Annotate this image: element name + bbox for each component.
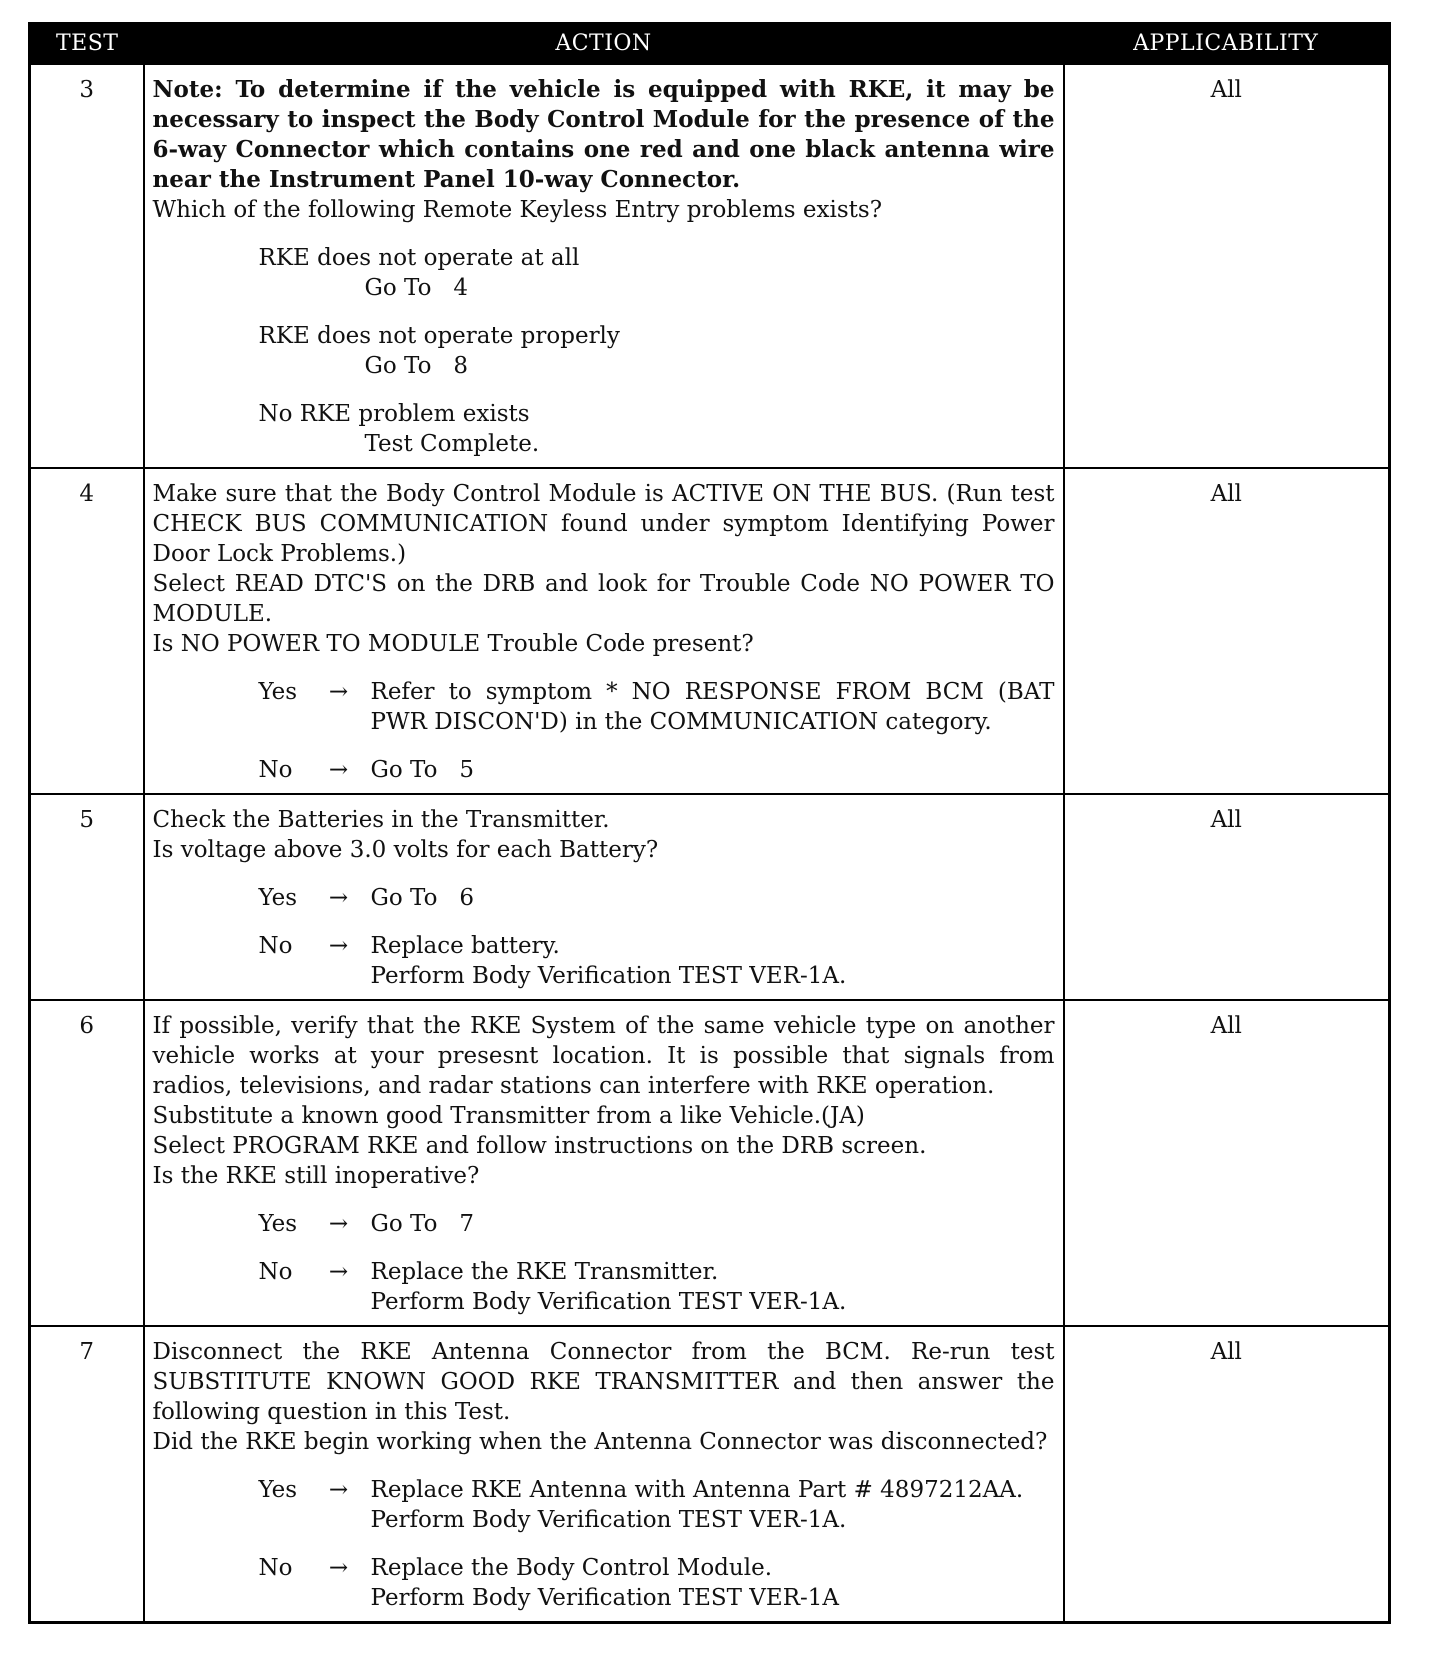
arrow-icon: → [328,1555,349,1581]
answer-no [259,755,1055,785]
arrow-icon: → [328,885,349,911]
answer-no [259,1553,1055,1613]
answer-label: No [258,1259,293,1285]
arrow-icon: → [328,679,349,705]
table-row [30,1326,1390,1623]
answer-line: Perform Body Verification TEST VER-1A. [370,963,847,989]
option-item [259,243,1055,303]
table-row [30,468,1390,794]
option-result: Go To 8 [364,353,468,379]
action-cell [144,1000,1064,1326]
answer-label: No [258,933,293,959]
option-result: Go To 4 [364,275,468,301]
answer-yes [259,883,1055,913]
header-test: TEST [30,24,144,65]
answer-text [371,1553,1055,1613]
question-text: Which of the following Remote Keyless Entry problems exists? [152,197,883,223]
answer-line: Replace battery. [370,933,560,959]
answer-text: Go To 7 [370,1211,474,1237]
arrow-icon: → [328,933,349,959]
answer-text [371,931,1055,991]
note-text: Note: To determine if the vehicle is equipped with RKE, it may be necessary to inspect the Body Control Module for the presence of the 6-way Connector which contains one red and one black antenna wire near the Instrument Panel 10-way Connector. [152,76,1055,193]
instruction-text: Select READ DTC'S on the DRB and look for Trouble Code NO POWER TO MODULE. [152,571,1055,627]
applicability-value: All [1064,794,1390,1000]
option-label: RKE does not operate at all [258,245,580,271]
answer-no [259,931,1055,991]
option-label: No RKE problem exists [258,401,530,427]
instruction-text: Make sure that the Body Control Module is ACTIVE ON THE BUS. (Run test CHECK BUS COMMUNICATION found under symptom Identifying Power Door Lock Problems.) [152,481,1055,567]
applicability-value: All [1064,468,1390,794]
answer-text: Go To 5 [370,757,474,783]
answer-line: Perform Body Verification TEST VER-1A. [370,1507,847,1533]
table-row [30,794,1390,1000]
option-result: Test Complete. [364,431,540,457]
answer-text [371,1475,1055,1535]
answer-line: Replace RKE Antenna with Antenna Part # 4897212AA. [370,1477,1024,1503]
answer-label: Yes [258,885,298,911]
instruction-text: If possible, verify that the RKE System of the same vehicle type on another vehicle works at your presesnt location. It is possible that signals from radios, televisions, and radar stations can interfere with RKE operation. [152,1013,1055,1099]
answer-yes [259,677,1055,737]
answer-label: Yes [258,1477,298,1503]
answer-label: Yes [258,679,298,705]
action-cell [144,64,1064,468]
instruction-text: Disconnect the RKE Antenna Connector from the BCM. Re-run test SUBSTITUTE KNOWN GOOD RKE TRANSMITTER and then answer the following question in this Test. [152,1339,1055,1425]
test-number: 3 [30,64,144,468]
answer-text [371,1257,1055,1317]
table-header-row [30,24,1390,65]
answer-label: Yes [258,1211,298,1237]
answer-label: No [258,1555,293,1581]
answer-no [259,1257,1055,1317]
arrow-icon: → [328,757,349,783]
question-text: Did the RKE begin working when the Antenna Connector was disconnected? [152,1429,1048,1455]
action-cell [144,794,1064,1000]
test-number: 4 [30,468,144,794]
option-item [259,399,1055,459]
test-number: 7 [30,1326,144,1623]
header-action: ACTION [144,24,1064,65]
answer-text: Refer to symptom * NO RESPONSE FROM BCM (BAT PWR DISCON'D) in the COMMUNICATION category. [370,679,1055,735]
table-row [30,1000,1390,1326]
answer-line: Perform Body Verification TEST VER-1A [370,1585,840,1611]
option-label: RKE does not operate properly [258,323,620,349]
test-number: 6 [30,1000,144,1326]
arrow-icon: → [328,1477,349,1503]
diagnostic-test-table [28,22,1391,1624]
diagnostic-procedure-sheet [28,22,1388,1624]
question-text: Is the RKE still inoperative? [152,1163,480,1189]
answer-yes [259,1209,1055,1239]
answer-line: Replace the Body Control Module. [370,1555,773,1581]
header-applicability: APPLICABILITY [1064,24,1390,65]
table-row [30,64,1390,468]
arrow-icon: → [328,1211,349,1237]
applicability-value: All [1064,1326,1390,1623]
applicability-value: All [1064,1000,1390,1326]
answer-label: No [258,757,293,783]
applicability-value: All [1064,64,1390,468]
instruction-text: Check the Batteries in the Transmitter. [152,807,610,833]
question-text: Is voltage above 3.0 volts for each Battery? [152,837,659,863]
question-text: Is NO POWER TO MODULE Trouble Code present? [152,631,754,657]
answer-line: Perform Body Verification TEST VER-1A. [370,1289,847,1315]
test-number: 5 [30,794,144,1000]
answer-line: Replace the RKE Transmitter. [370,1259,719,1285]
arrow-icon: → [328,1259,349,1285]
answer-yes [259,1475,1055,1535]
answer-text: Go To 6 [370,885,474,911]
option-item [259,321,1055,381]
action-cell [144,1326,1064,1623]
action-cell [144,468,1064,794]
instruction-text: Select PROGRAM RKE and follow instructions on the DRB screen. [152,1133,927,1159]
instruction-text: Substitute a known good Transmitter from a like Vehicle.(JA) [152,1103,865,1129]
